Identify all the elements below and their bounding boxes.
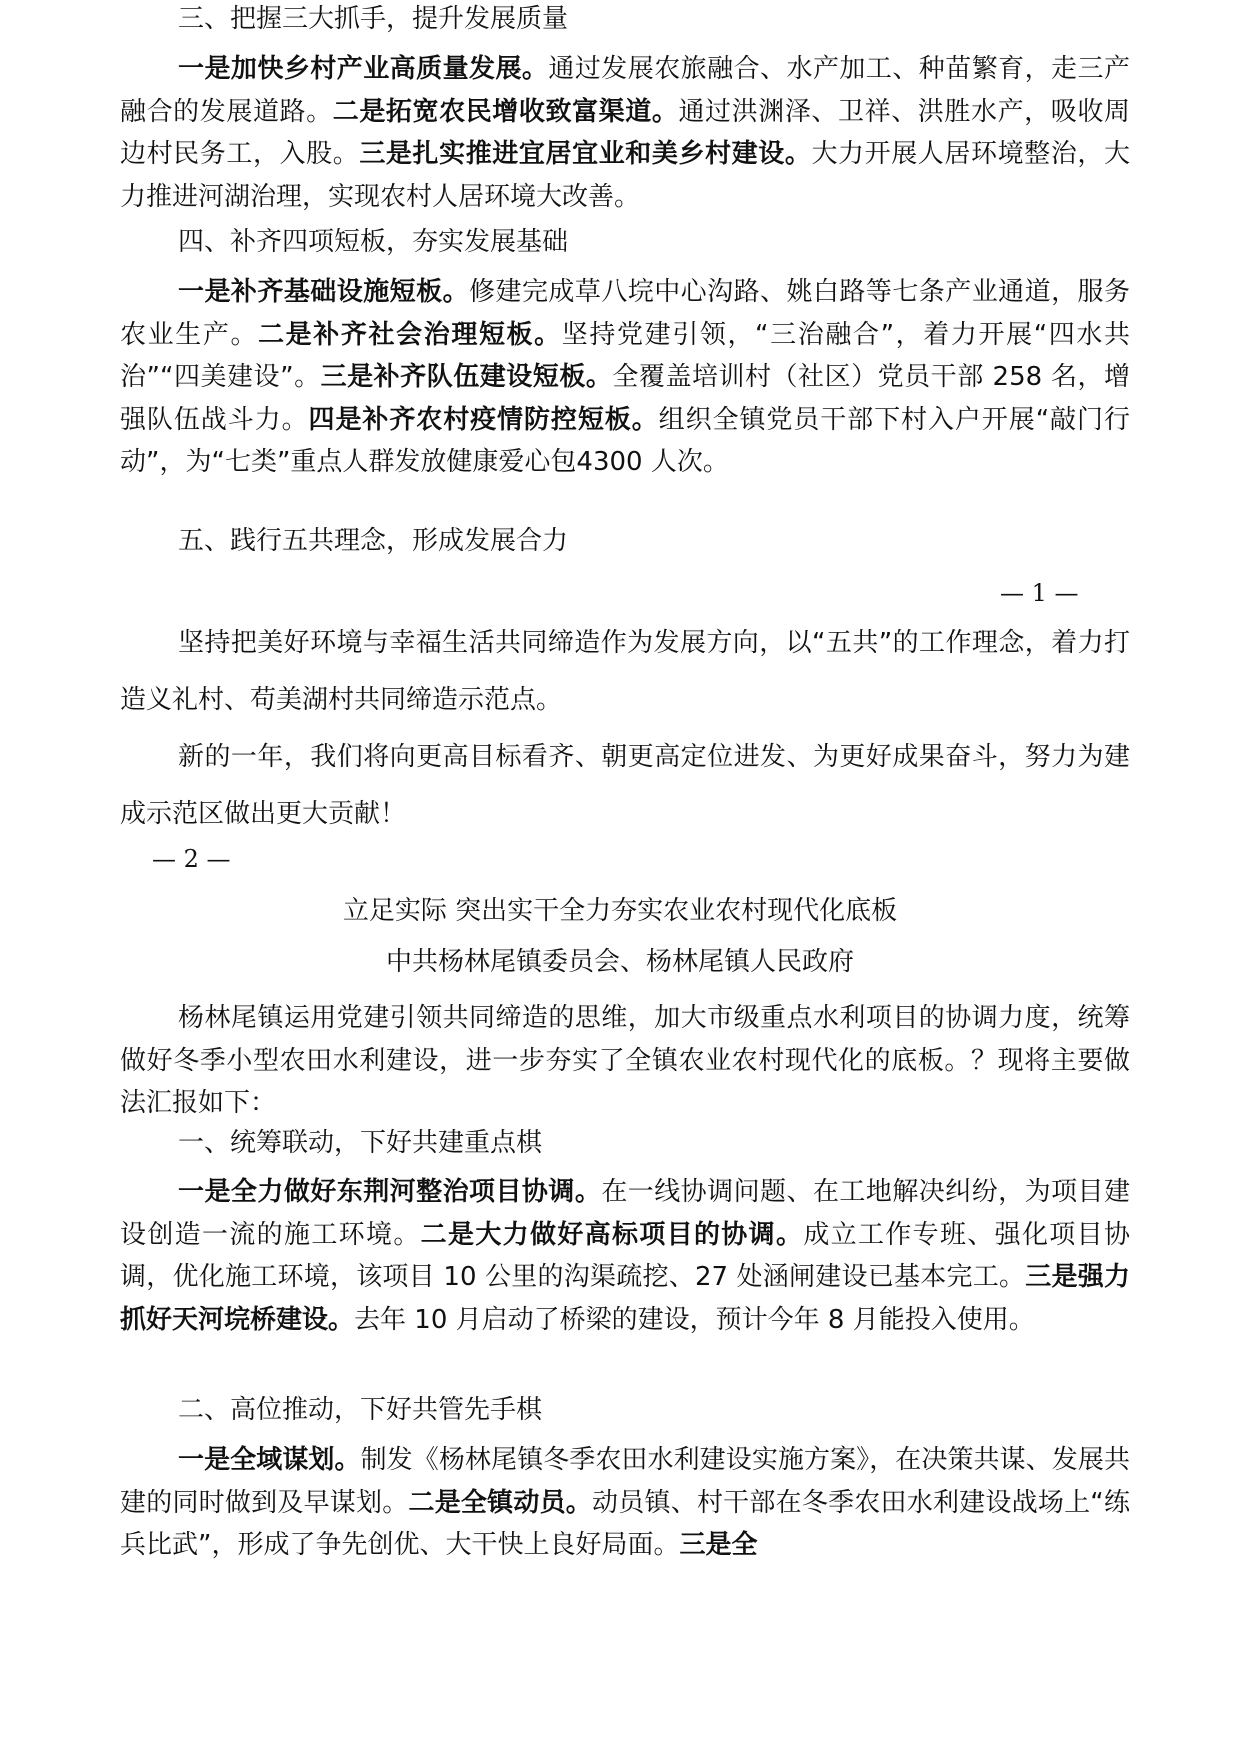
paragraph-section-1	[120, 1171, 1130, 1341]
body-text: 动员镇、村干部在冬季农田水利建设战场上“练兵比武”，形成了争先创优、大干快上良好局面。	[120, 1487, 1130, 1560]
body-text: 去年 10 月启动了桥梁的建设，预计今年 8 月能投入使用。	[354, 1304, 1035, 1335]
article-author: 中共杨林尾镇委员会、杨林尾镇人民政府	[385, 947, 854, 977]
body-text: 成立工作专班、强化项目协调，优化施工环境，该项目 10 公里的沟渠疏挖、27 处涵闸建设已基本完工。	[120, 1219, 1130, 1292]
paragraph-section-4	[120, 271, 1130, 484]
body-text: 坚持党建引领，“三治融合”，着力开展“四水共治”“四美建设”。	[120, 319, 1130, 392]
body-text: 全覆盖培训村（社区）党员干部 258 名，增强队伍战斗力。	[120, 362, 1130, 435]
body-text: 通过洪渊泽、卫祥、洪胜水产，吸收周边村民务工，入股。	[120, 96, 1130, 169]
bold-lead-phrase: 一是全域谋划。	[178, 1445, 361, 1475]
body-text: 组织全镇党员干部下村入户开展“敲门行动”，为“七类”重点人群发放健康爱心包4300 人次。	[120, 404, 1130, 477]
paragraph-section-2	[120, 1439, 1130, 1567]
section-heading-2: 二、高位推动，下好共管先手棋	[178, 1395, 543, 1425]
article-title: 立足实际 突出实干全力夯实农业农村现代化底板	[342, 896, 898, 926]
section-heading-4: 四、补齐四项短板，夯实发展基础	[178, 227, 569, 257]
section-heading-1: 一、统筹联动，下好共建重点棋	[178, 1128, 543, 1158]
body-text: 修建完成草八垸中心沟路、姚白路等七条产业通道，服务农业生产。	[120, 277, 1130, 350]
section-heading-5: 五、践行五共理念，形成发展合力	[178, 526, 569, 556]
paragraph-new-year: 新的一年，我们将向更高目标看齐、朝更高定位进发、为更好成果奋斗，努力为建成示范区做出更大贡献！	[120, 742, 1130, 829]
bold-lead-phrase: 一是全力做好东荆河整治项目协调。	[178, 1177, 602, 1207]
bold-lead-phrase: 三是补齐队伍建设短板。	[320, 362, 613, 392]
page-number-1: — 1 —	[1000, 579, 1079, 607]
body-text: 制发《杨林尾镇冬季农田水利建设实施方案》，在决策共谋、发展共建的同时做到及早谋划。	[120, 1445, 1130, 1518]
bold-lead-phrase: 二是全镇动员。	[408, 1487, 593, 1518]
bold-lead-phrase: 一是补齐基础设施短板。	[178, 277, 470, 307]
body-text: 通过发展农旅融合、水产加工、种苗繁育，走三产融合的发展道路。	[120, 54, 1130, 127]
section-heading-3: 三、把握三大抓手，提升发展质量	[178, 4, 569, 34]
body-text: 大力开展人居环境整治，大力推进河湖治理，实现农村人居环境大改善。	[120, 139, 1130, 212]
paragraph-five-principles: 坚持把美好环境与幸福生活共同缔造作为发展方向，以“五共”的工作理念，着力打造义礼村、苟美湖村共同缔造示范点。	[120, 628, 1130, 715]
page-number-2: — 2 —	[152, 845, 231, 873]
bold-lead-phrase: 二是补齐社会治理短板。	[258, 319, 562, 350]
paragraph-intro: 杨林尾镇运用党建引领共同缔造的思维，加大市级重点水利项目的协调力度，统筹做好冬季小型农田水利建设，进一步夯实了全镇农业农村现代化的底板。？现将主要做法汇报如下：	[120, 1003, 1130, 1118]
bold-lead-phrase: 一是加快乡村产业高质量发展。	[178, 54, 549, 84]
bold-lead-phrase: 四是补齐农村疫情防控短板。	[308, 404, 659, 435]
bold-lead-phrase: 三是全	[679, 1530, 758, 1560]
bold-lead-phrase: 三是强力抓好天河垸桥建设。	[120, 1262, 1130, 1335]
paragraph-section-3	[120, 48, 1130, 218]
bold-lead-phrase: 三是扎实推进宜居宜业和美乡村建设。	[359, 139, 812, 169]
bold-lead-phrase: 二是大力做好高标项目的协调。	[420, 1219, 804, 1250]
bold-lead-phrase: 二是拓宽农民增收致富渠道。	[332, 96, 679, 127]
body-text: 在一线协调问题、在工地解决纠纷，为项目建设创造一流的施工环境。	[120, 1177, 1130, 1250]
